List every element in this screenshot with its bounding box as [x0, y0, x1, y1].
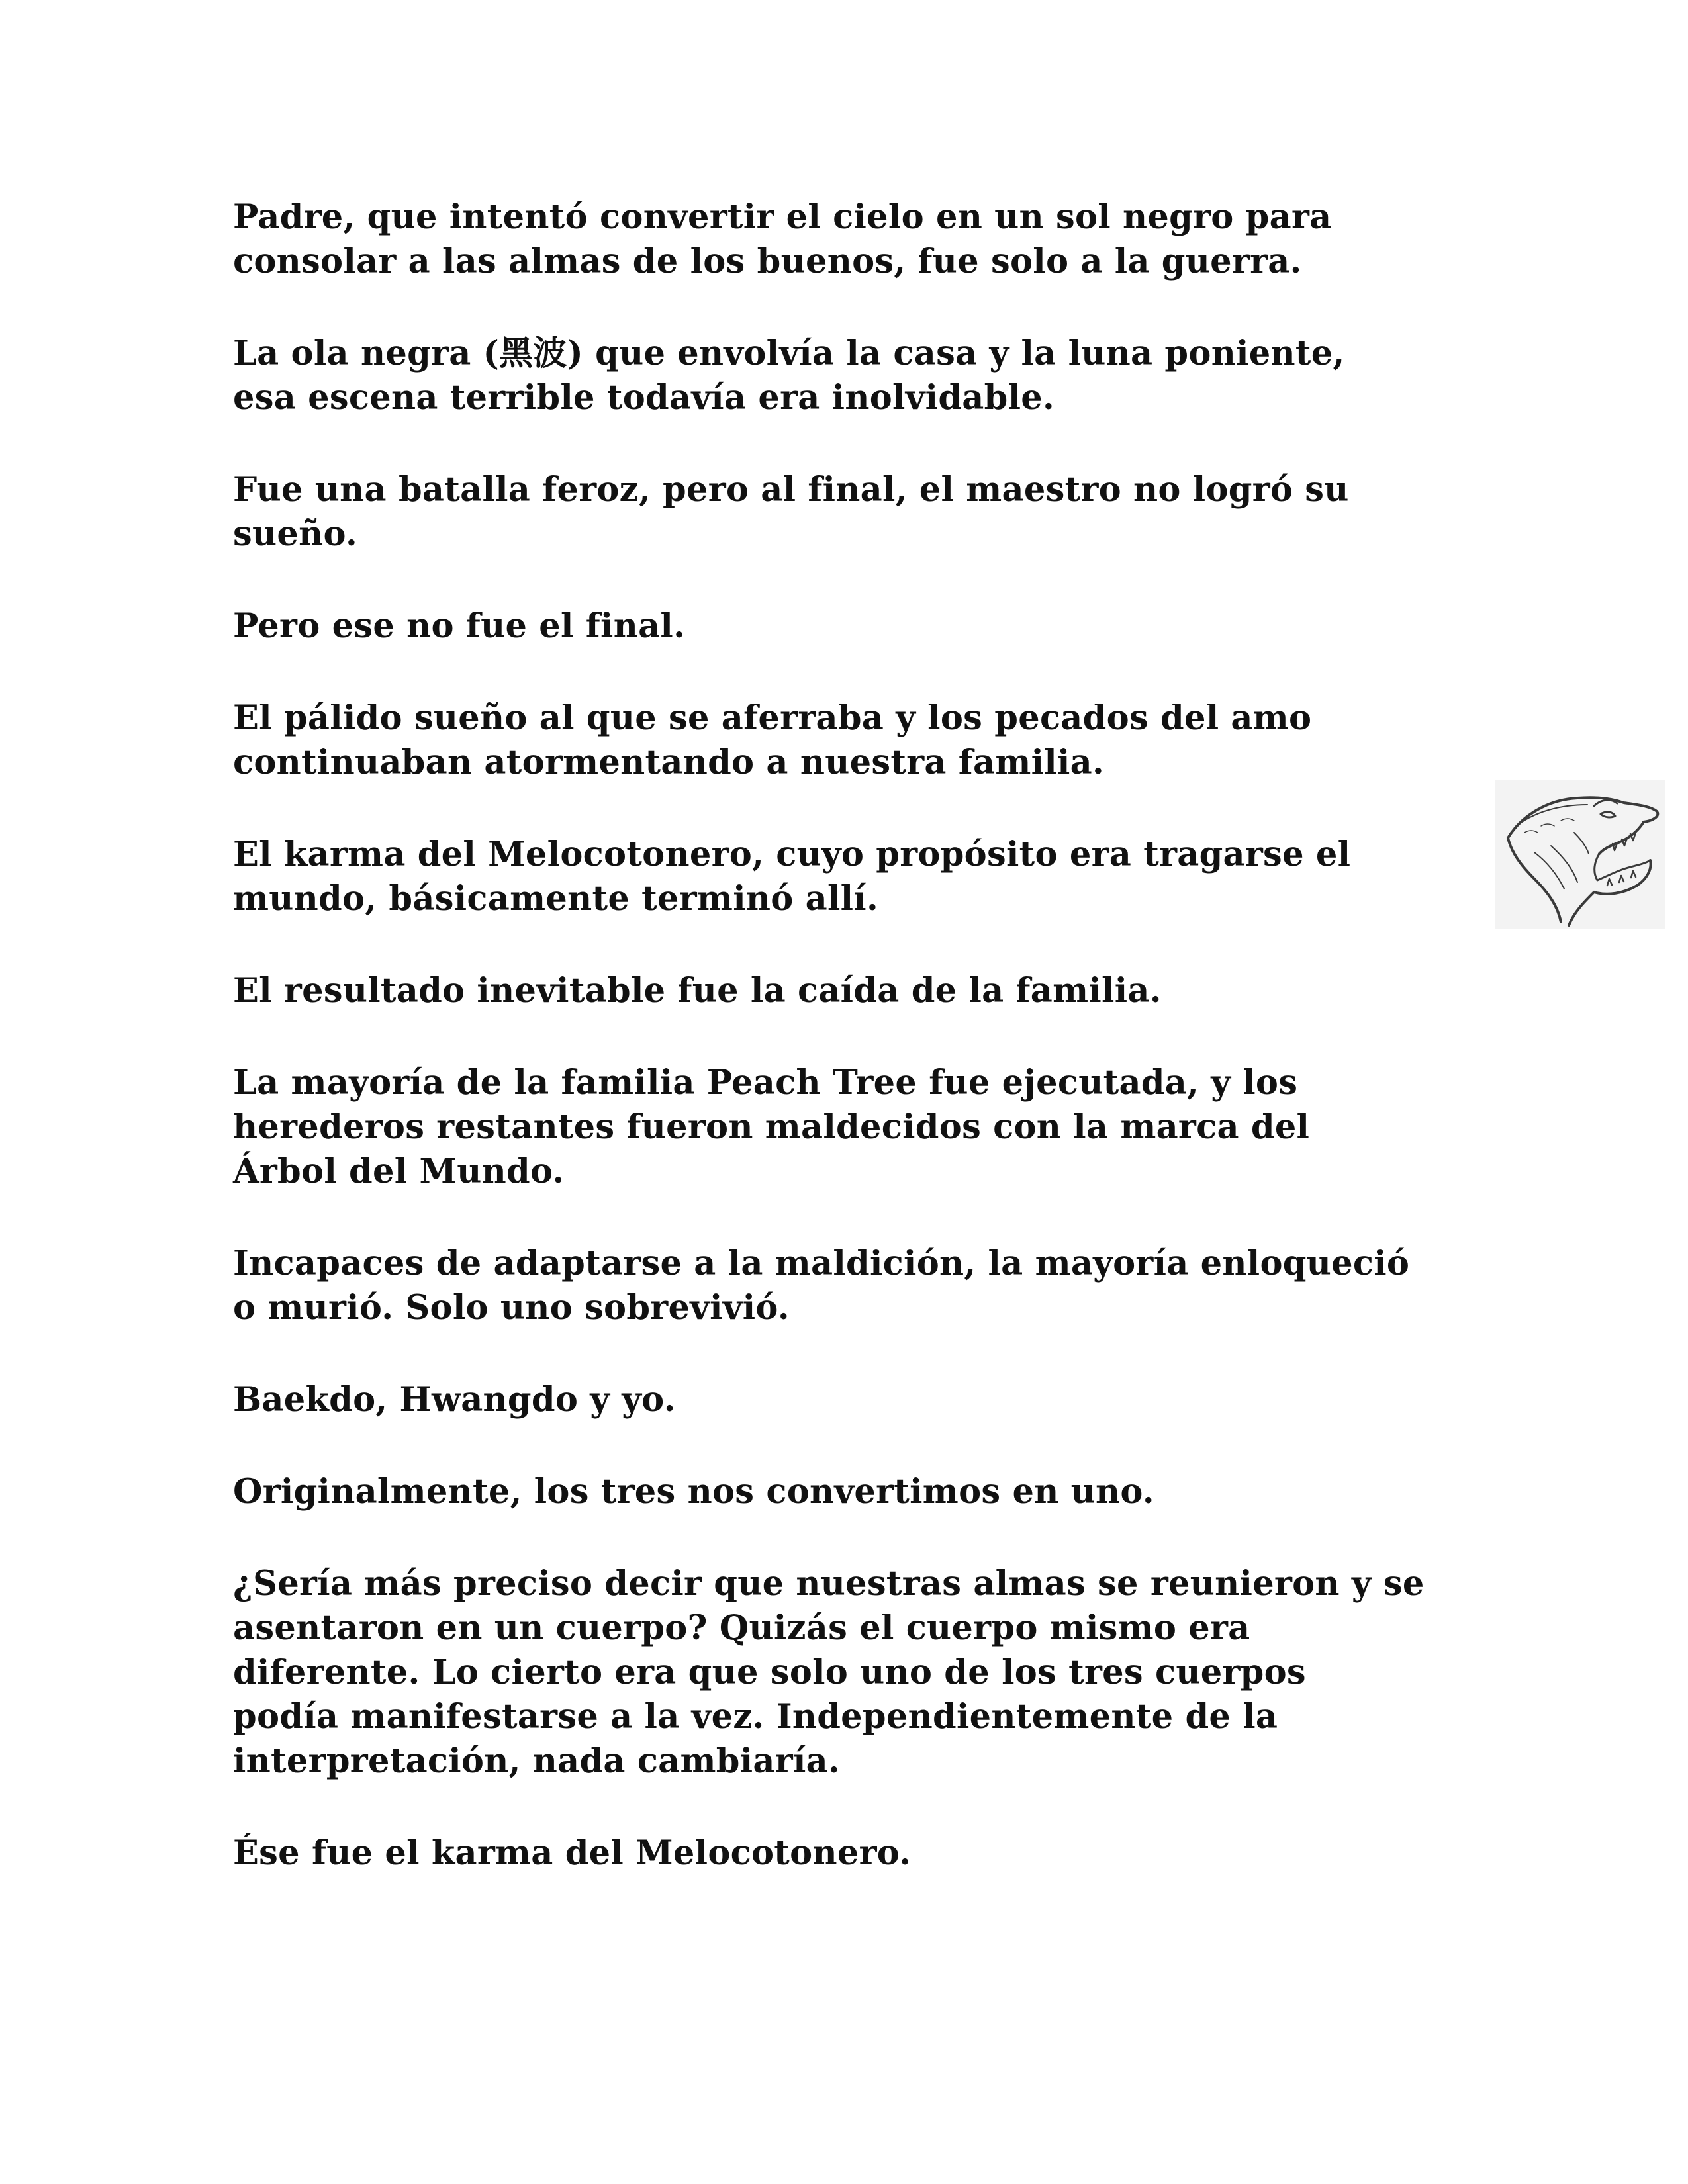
paragraph	[233, 195, 1491, 284]
paragraph	[233, 1378, 1491, 1422]
text-line: mundo, básicamente terminó allí.	[233, 879, 879, 919]
paragraph	[233, 1831, 1491, 1876]
text-line: asentaron en un cuerpo? Quizás el cuerpo mismo era	[233, 1608, 1250, 1648]
text-line: Incapaces de adaptarse a la maldición, la mayoría enloqueció	[233, 1244, 1410, 1283]
text-line: Baekdo, Hwangdo y yo.	[233, 1380, 676, 1420]
text-line: El pálido sueño al que se aferraba y los pecados del amo	[233, 698, 1312, 738]
text-line: El karma del Melocotonero, cuyo propósito era tragarse el	[233, 835, 1351, 874]
text-line: Pero ese no fue el final.	[233, 606, 686, 646]
text-line: Padre, que intentó convertir el cielo en un sol negro para	[233, 197, 1332, 237]
text-line: El resultado inevitable fue la caída de la familia.	[233, 971, 1162, 1011]
text-line: o murió. Solo uno sobrevivió.	[233, 1288, 790, 1328]
text-line: esa escena terrible todavía era inolvidable.	[233, 378, 1055, 418]
text-line: Originalmente, los tres nos convertimos en uno.	[233, 1472, 1154, 1512]
paragraph	[233, 696, 1491, 785]
text-line: Árbol del Mundo.	[233, 1152, 565, 1191]
paragraph	[233, 1562, 1491, 1784]
paragraph	[233, 1061, 1491, 1194]
paragraph	[233, 468, 1491, 557]
text-line: continuaban atormentando a nuestra familia.	[233, 743, 1105, 782]
text-line: Fue una batalla feroz, pero al final, el maestro no logró su	[233, 470, 1349, 510]
dinosaur-head-sketch-icon	[1495, 780, 1665, 929]
paragraph	[233, 1242, 1491, 1330]
paragraph	[233, 604, 1491, 649]
paragraph	[233, 1470, 1491, 1514]
text-line: La mayoría de la familia Peach Tree fue ejecutada, y los	[233, 1063, 1298, 1103]
text-line: La ola negra (黑波) que envolvía la casa y la luna poniente,	[233, 334, 1345, 373]
text-line: herederos restantes fueron maldecidos con la marca del	[233, 1107, 1310, 1147]
story-text	[233, 195, 1491, 1923]
text-line: Ése fue el karma del Melocotonero.	[233, 1833, 912, 1873]
text-line: interpretación, nada cambiaría.	[233, 1741, 841, 1781]
text-line: sueño.	[233, 514, 357, 554]
paragraph	[233, 332, 1491, 420]
paragraph	[233, 833, 1491, 921]
text-line: diferente. Lo cierto era que solo uno de los tres cuerpos	[233, 1653, 1306, 1692]
text-line: podía manifestarse a la vez. Independientemente de la	[233, 1697, 1278, 1737]
text-line: ¿Sería más preciso decir que nuestras almas se reunieron y se	[233, 1564, 1425, 1604]
text-line: consolar a las almas de los buenos, fue solo a la guerra.	[233, 242, 1302, 281]
paragraph	[233, 969, 1491, 1013]
